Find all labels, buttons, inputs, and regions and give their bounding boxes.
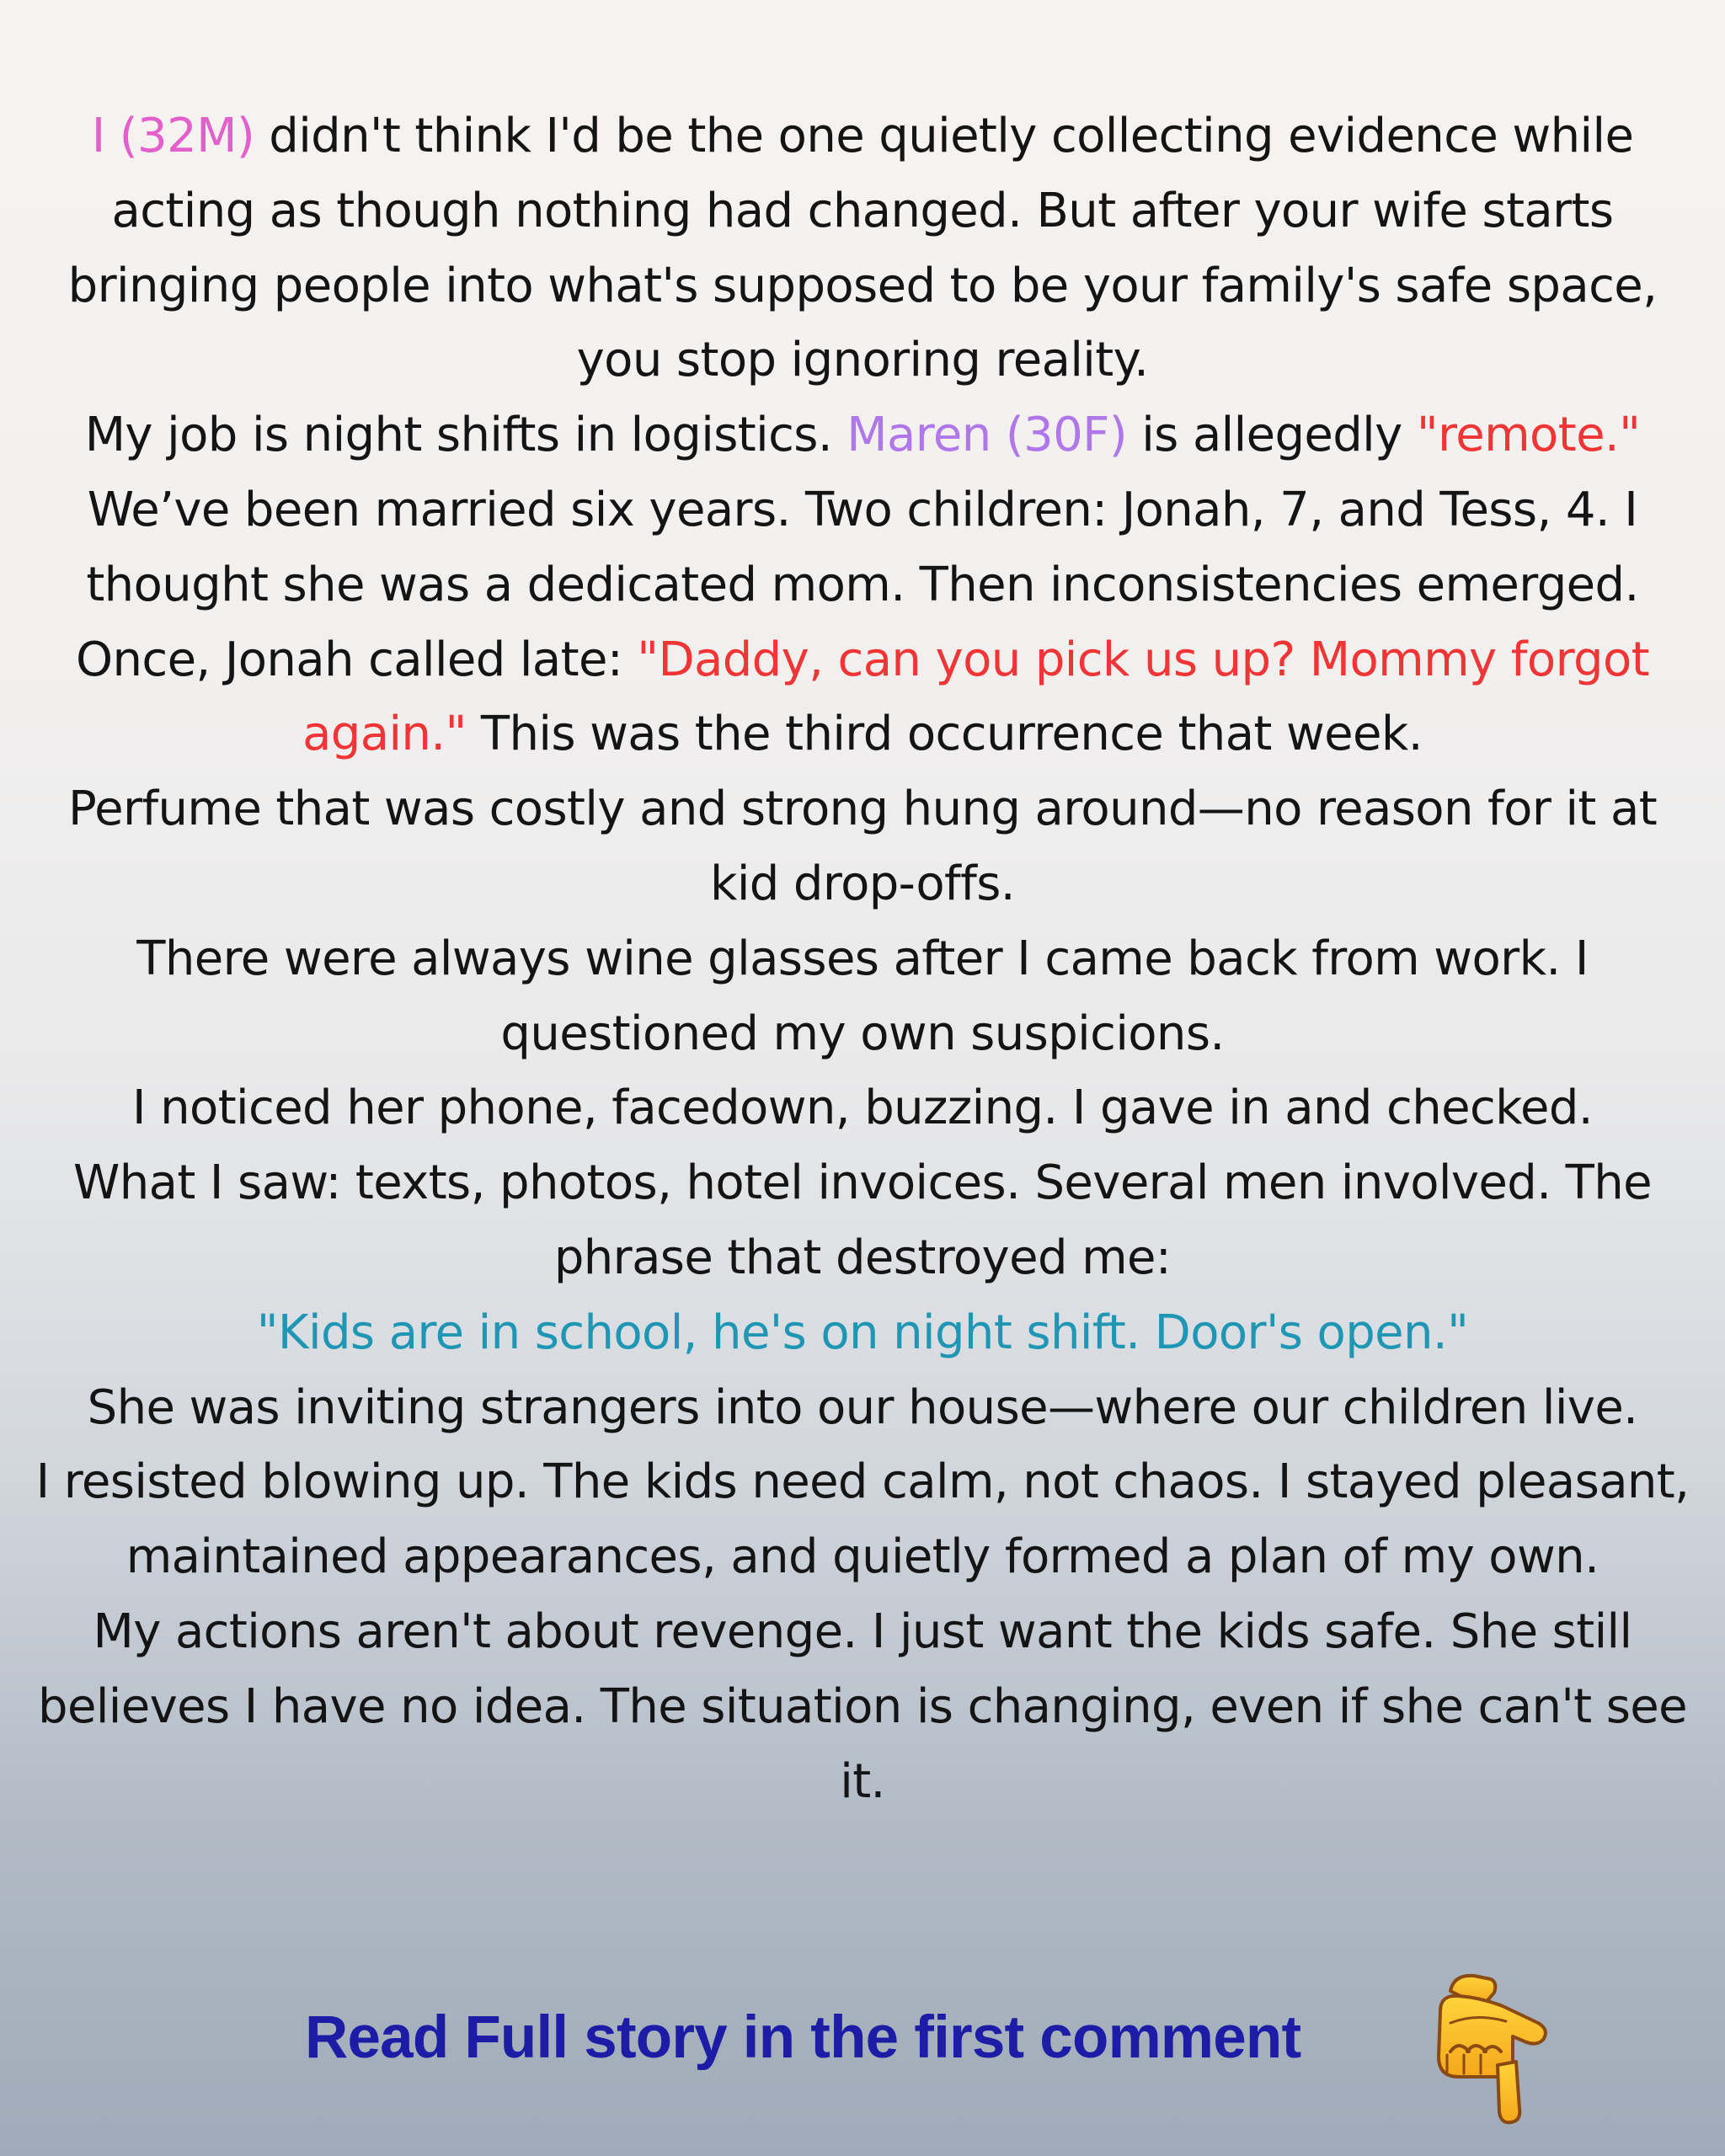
phone-call-text-b: This was the third occurrence that week. [466, 707, 1423, 762]
phone-call-text-a: Once, Jonah called late: [76, 632, 638, 687]
paragraph-wine: There were always wine glasses after I came back from work. I questioned my own suspicions. [136, 931, 1589, 1061]
paragraph-conclusion: My actions aren't about revenge. I just want the kids safe. She still believes I have no idea. The situation is changing, even if she can't see it. [38, 1604, 1687, 1809]
wife-age-tag: Maren (30F) [846, 408, 1128, 463]
pointing-down-hand-icon [1425, 1967, 1560, 2127]
background-text-b: is allegedly [1127, 408, 1417, 463]
paragraph-plan: I resisted blowing up. The kids need calm, not chaos. I stayed pleasant, maintained appearances, and quietly formed a plan of my own. [35, 1454, 1690, 1585]
paragraph-strangers: She was inviting strangers into our house—where our children live. [87, 1380, 1638, 1435]
paragraph-background [34, 398, 1691, 622]
story-body [34, 99, 1691, 1819]
child-quote: "Daddy, can you pick us up? Mommy forgot again." [302, 632, 1649, 762]
paragraph-phone: I noticed her phone, facedown, buzzing. I gave in and checked. [132, 1081, 1593, 1136]
key-message-quote: "Kids are in school, he's on night shift. Door's open." [256, 1305, 1469, 1360]
paragraph-intro [34, 99, 1691, 398]
call-to-action[interactable] [0, 1971, 1725, 2139]
paragraph-perfume: Perfume that was costly and strong hung around—no reason for it at kid drop-offs. [67, 782, 1658, 911]
background-text-a: My job is night shifts in logistics. [84, 408, 847, 463]
paragraph-phone-call [34, 623, 1691, 773]
remote-quote: "remote." [1416, 408, 1641, 463]
narrator-age-tag: I (32M) [91, 109, 255, 163]
background-text-c: We’ve been married six years. Two children: Jonah, 7, and Tess, 4. I thought she was a dedicated mom. Then inconsistencies emerged. [86, 482, 1639, 612]
cta-text[interactable]: Read Full story in the first comment [305, 2004, 1301, 2071]
paragraph-evidence: What I saw: texts, photos, hotel invoices. Several men involved. The phrase that destroyed me: [72, 1155, 1652, 1285]
intro-text: didn't think I'd be the one quietly collecting evidence while acting as though nothing had changed. But after your wife starts bringing people into what's supposed to be your family's safe space, you stop ignoring reality. [67, 109, 1658, 388]
